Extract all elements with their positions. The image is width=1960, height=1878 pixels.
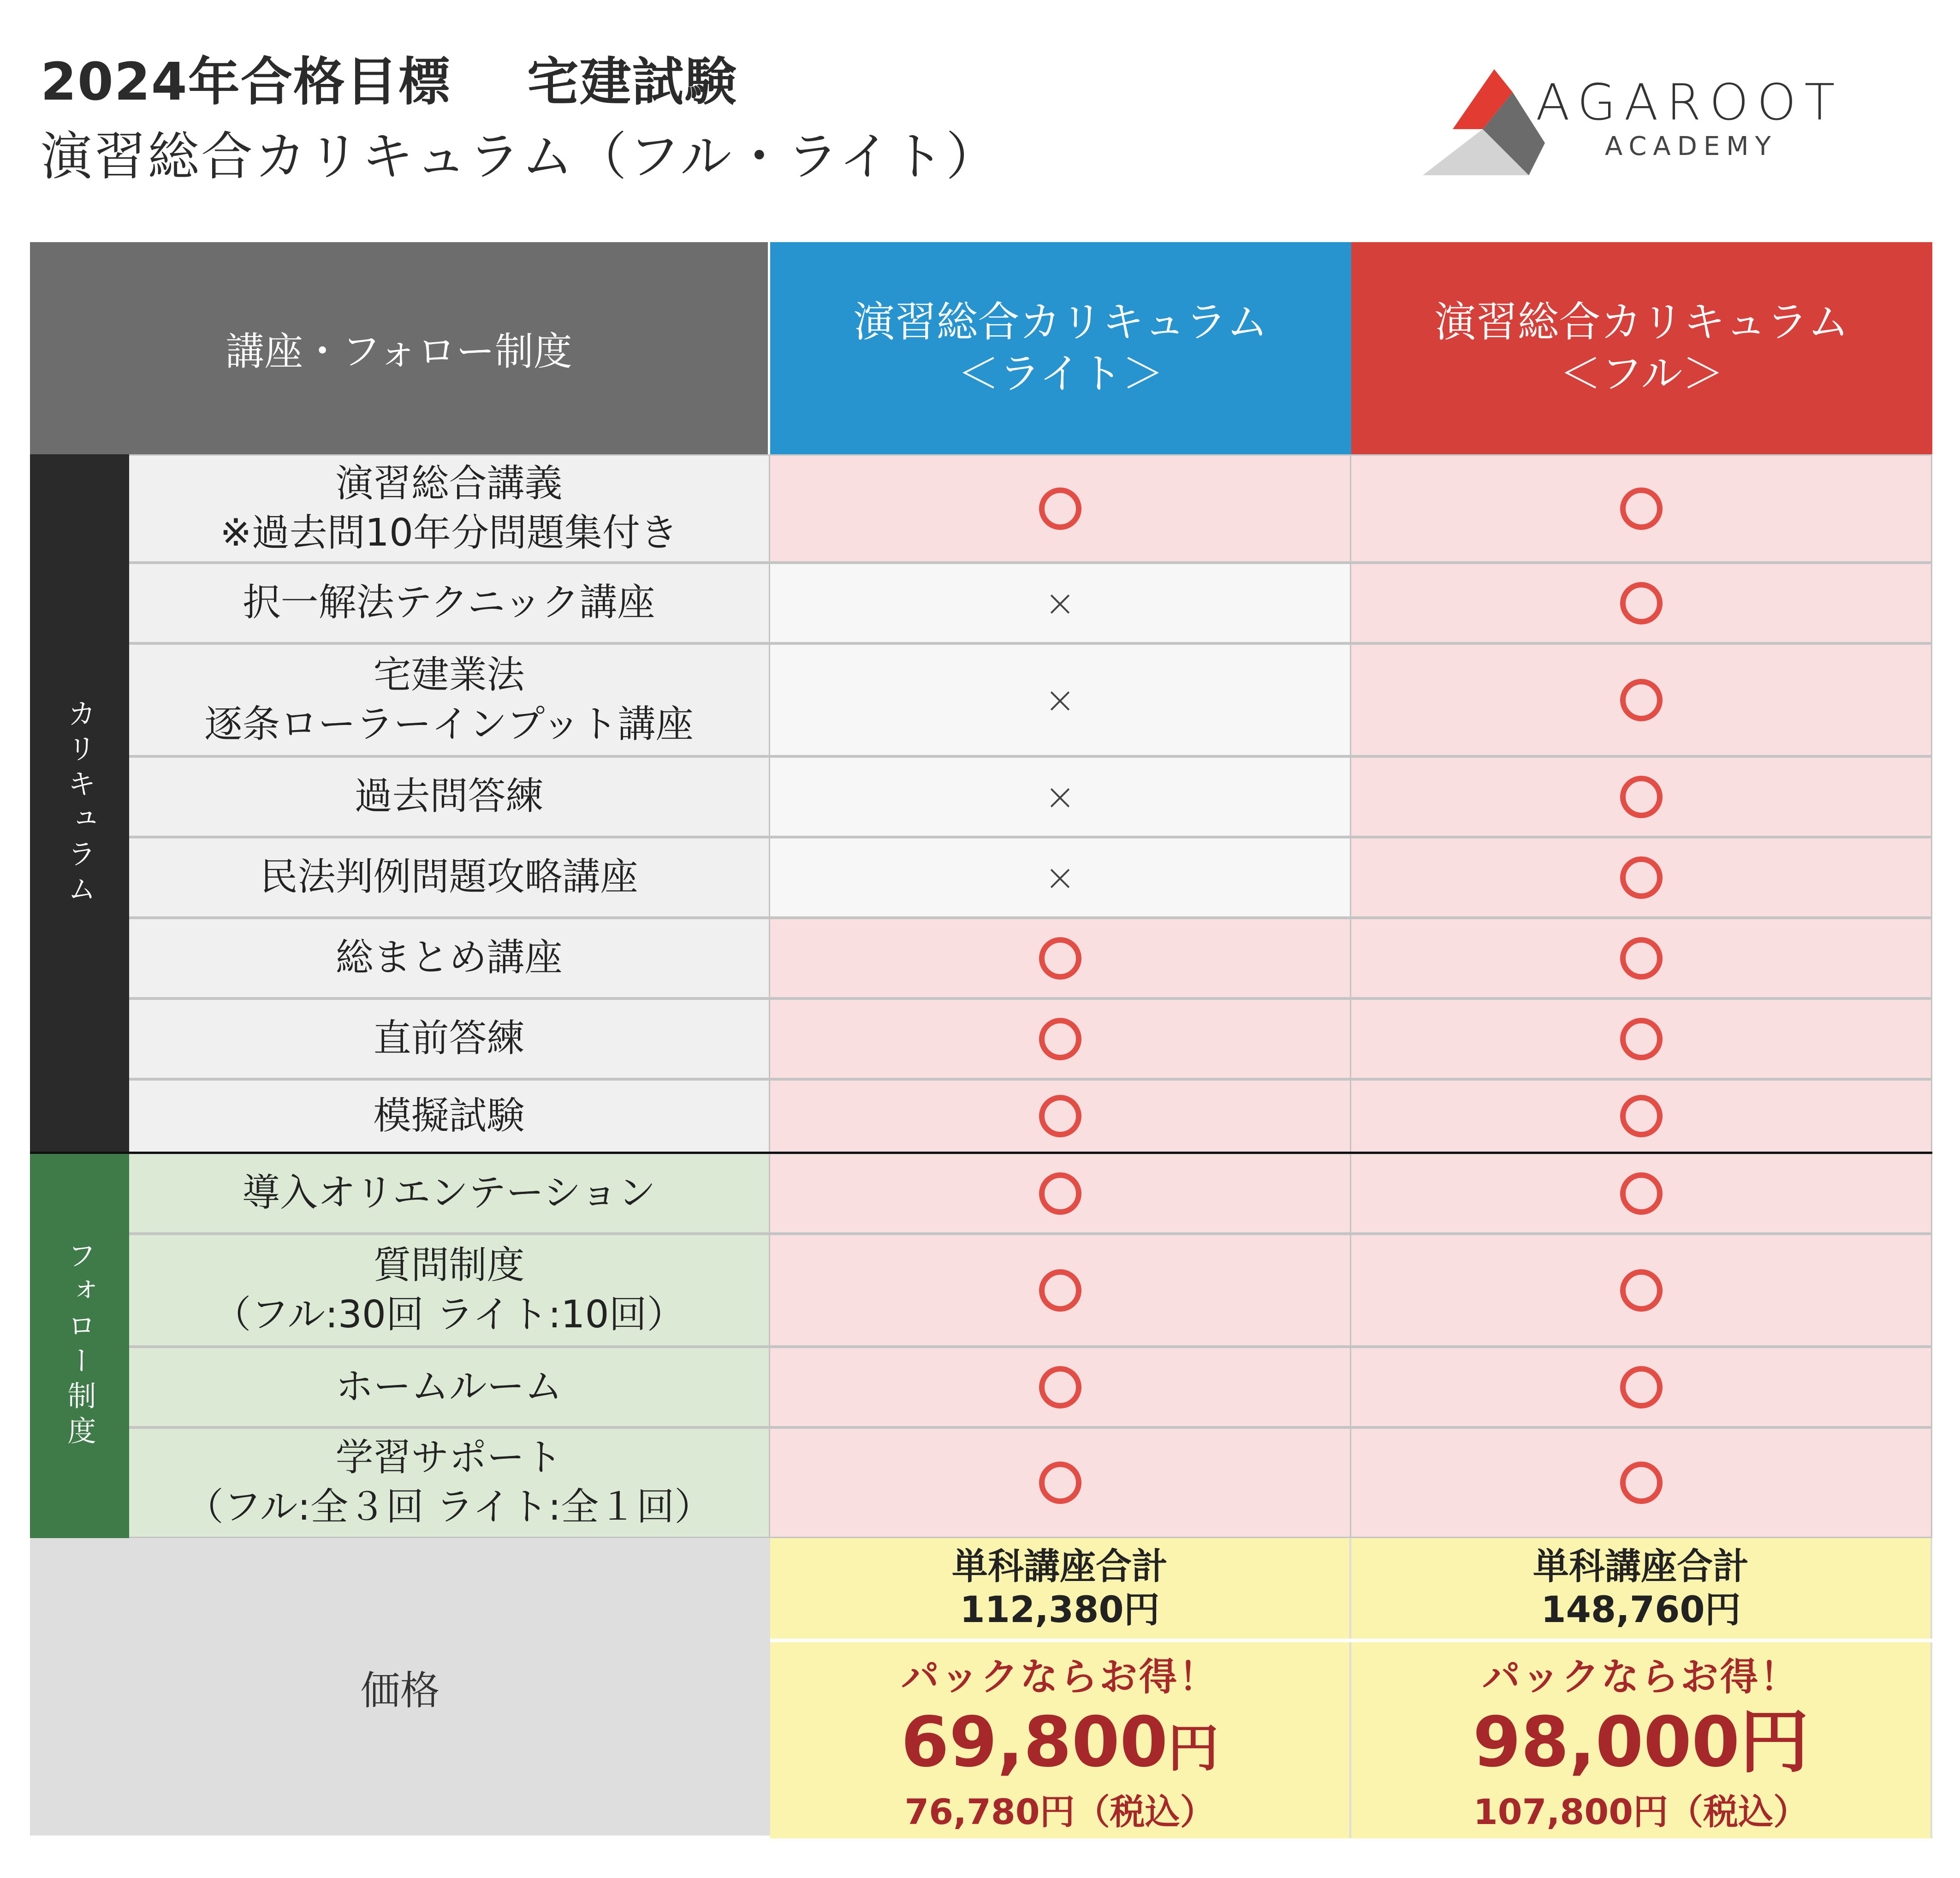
included-circle-icon [1620, 1018, 1663, 1060]
row-label [129, 837, 770, 918]
included-circle-icon [1039, 1462, 1081, 1504]
row-label-line1: ホームルーム [335, 1365, 563, 1409]
page-subtitle: 演習総合カリキュラム（フル・ライト） [41, 127, 1000, 187]
full-pack-yen: 円 [1740, 1702, 1809, 1783]
row-label-line1: 学習サポート [335, 1436, 563, 1480]
row-label [129, 643, 770, 756]
full-pack-price [1351, 1642, 1932, 1838]
full-availability-cell [1351, 918, 1932, 998]
section-divider [30, 1152, 1932, 1154]
lite-availability-cell [770, 563, 1351, 643]
lite-availability-cell [770, 1427, 1351, 1538]
price-label: 価格 [30, 1538, 770, 1836]
row-label-line1: 導入オリエンテーション [242, 1171, 656, 1215]
row-label-line2: （フル:全３回 ライト:全１回） [185, 1485, 713, 1529]
lite-availability-cell [770, 756, 1351, 837]
column-header-lite [770, 242, 1351, 454]
lite-availability-cell [770, 454, 1351, 563]
row-label [129, 1427, 770, 1538]
full-availability-cell [1351, 1234, 1932, 1347]
not-included-cross-icon: × [1044, 856, 1076, 899]
included-circle-icon [1620, 679, 1663, 721]
column-header-lite-line1: 演習総合カリキュラム [853, 297, 1268, 346]
row-label [129, 563, 770, 643]
lite-availability-cell [770, 1079, 1351, 1153]
row-label-line1: 総まとめ講座 [335, 936, 563, 980]
included-circle-icon [1620, 776, 1663, 818]
included-circle-icon [1620, 1366, 1663, 1408]
lite-availability-cell [770, 837, 1351, 918]
not-included-cross-icon: × [1044, 775, 1076, 818]
title-year-goal: 2024年合格目標 [41, 52, 451, 112]
row-label-line1: 質問制度 [373, 1243, 525, 1287]
lite-pack-yen: 円 [1168, 1718, 1219, 1778]
lite-tax-included: 76,780円（税込） [904, 1791, 1215, 1832]
row-label-line2: 逐条ローラーインプット講座 [204, 702, 694, 746]
included-circle-icon [1620, 1095, 1663, 1137]
full-availability-cell [1351, 643, 1932, 756]
full-availability-cell [1351, 563, 1932, 643]
lite-pack-number: 69,800 [901, 1702, 1168, 1783]
included-circle-icon [1620, 1269, 1663, 1312]
included-circle-icon [1039, 1366, 1081, 1408]
column-header-course [30, 242, 768, 454]
row-label [129, 998, 770, 1079]
page-title [41, 41, 737, 115]
lite-availability-cell [770, 1234, 1351, 1347]
column-header-course-label: 講座・フォロー制度 [226, 328, 572, 374]
row-label [129, 1079, 770, 1153]
included-circle-icon [1620, 1462, 1663, 1504]
column-header-lite-line2: ＜ライト＞ [957, 350, 1164, 398]
lite-subtotal [770, 1538, 1351, 1640]
included-circle-icon [1039, 1269, 1081, 1312]
column-header-full-line1: 演習総合カリキュラム [1434, 297, 1849, 346]
full-subtotal-label: 単科講座合計 [1532, 1546, 1749, 1588]
full-availability-cell [1351, 1079, 1932, 1153]
lite-subtotal-label: 単科講座合計 [951, 1546, 1168, 1588]
row-label [129, 1153, 770, 1234]
full-tax-included: 107,800円（税込） [1473, 1791, 1809, 1832]
row-label [129, 918, 770, 998]
row-label [129, 1347, 770, 1427]
included-circle-icon [1039, 937, 1081, 980]
price-separator [770, 1639, 1932, 1642]
included-circle-icon [1039, 1095, 1081, 1137]
included-circle-icon [1620, 856, 1663, 899]
column-header-full [1351, 242, 1932, 454]
logo-subtext: ACADEMY [1605, 131, 1777, 161]
row-label-line2: （フル:30回 ライト:10回） [213, 1292, 685, 1337]
full-subtotal [1351, 1538, 1932, 1640]
included-circle-icon [1620, 582, 1663, 624]
full-pack-number: 98,000 [1473, 1702, 1740, 1783]
included-circle-icon [1620, 1172, 1663, 1215]
row-label-line1: 択一解法テクニック講座 [243, 581, 655, 625]
full-pack-label: パックならお得！ [1482, 1655, 1800, 1699]
row-label-line2: ※過去問10年分問題集付き [220, 511, 678, 555]
lite-subtotal-value: 112,380円 [960, 1589, 1160, 1631]
not-included-cross-icon: × [1044, 582, 1076, 624]
included-circle-icon [1039, 487, 1081, 530]
not-included-cross-icon: × [1044, 678, 1076, 721]
included-circle-icon [1620, 487, 1663, 530]
full-availability-cell [1351, 998, 1932, 1079]
row-label-line1: 過去問答練 [354, 774, 544, 819]
row-label-line1: 模擬試験 [373, 1094, 525, 1138]
lite-availability-cell [770, 1347, 1351, 1427]
lite-pack-amount [901, 1701, 1219, 1784]
side-label-follow: フォロー制度 [30, 1153, 129, 1538]
row-label-line1: 演習総合講義 [335, 461, 563, 505]
included-circle-icon [1039, 1172, 1081, 1215]
full-availability-cell [1351, 454, 1932, 563]
full-subtotal-value: 148,760円 [1541, 1589, 1741, 1631]
column-header-full-line2: ＜フル＞ [1559, 350, 1724, 398]
full-availability-cell [1351, 1153, 1932, 1234]
full-pack-amount [1473, 1701, 1809, 1784]
lite-pack-label: パックならお得！ [901, 1655, 1218, 1699]
row-label [129, 756, 770, 837]
lite-availability-cell [770, 643, 1351, 756]
lite-availability-cell [770, 998, 1351, 1079]
full-availability-cell [1351, 1347, 1932, 1427]
full-availability-cell [1351, 756, 1932, 837]
row-label-line1: 民法判例問題攻略講座 [260, 855, 638, 899]
lite-pack-price [770, 1642, 1351, 1838]
included-circle-icon [1620, 937, 1663, 980]
row-label-line1: 宅建業法 [373, 653, 525, 697]
row-label-line1: 直前答練 [373, 1016, 525, 1061]
row-label [129, 454, 770, 563]
lite-availability-cell [770, 1153, 1351, 1234]
lite-availability-cell [770, 918, 1351, 998]
included-circle-icon [1039, 1018, 1081, 1060]
side-label-curriculum: カリキュラム [30, 454, 129, 1153]
row-label [129, 1234, 770, 1347]
full-availability-cell [1351, 1427, 1932, 1538]
logo-wordmark: AGAROOT [1536, 74, 1843, 131]
title-exam: 宅建試験 [527, 52, 737, 112]
full-availability-cell [1351, 837, 1932, 918]
